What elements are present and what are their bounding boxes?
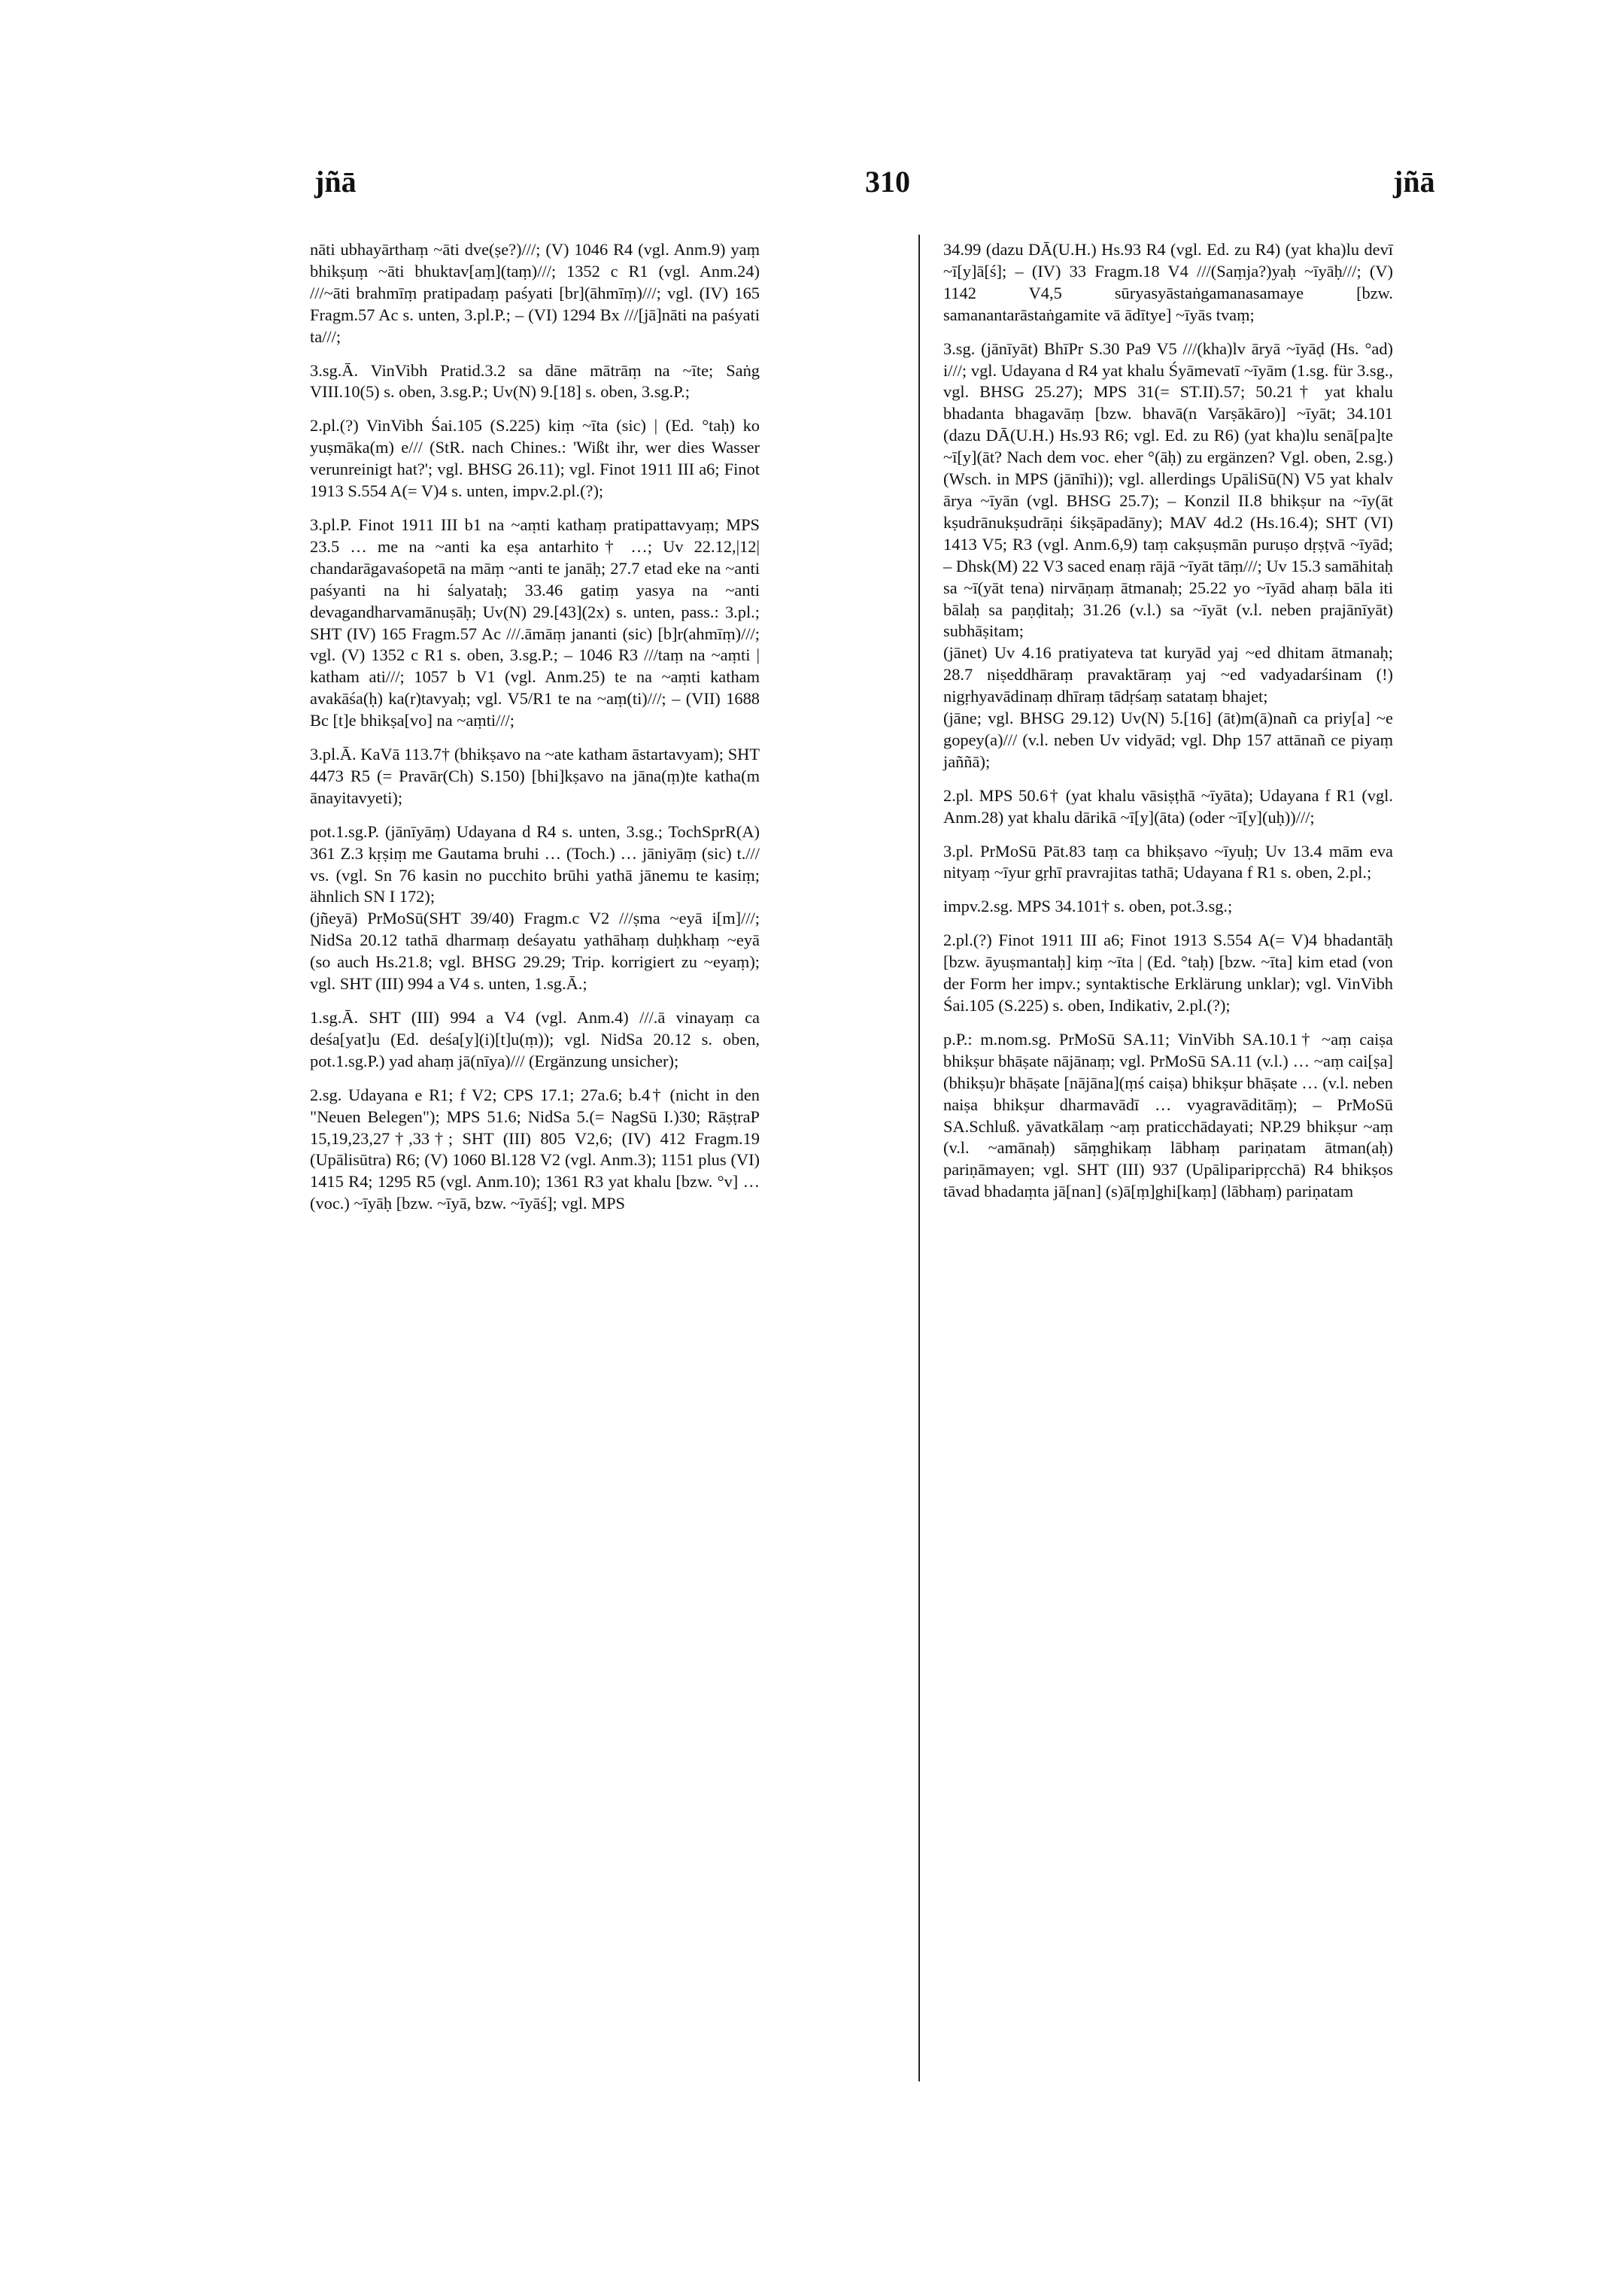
right-column <box>943 239 1393 1203</box>
entry-paragraph: (jānet) Uv 4.16 pratiyateva tat kuryād yaj ~ed dhitam ātmanaḥ; 28.7 niṣeddhāraṃ pravaktāraṃ yaj ~ed vadyadarśinam (!) nigṛhyavādinaṃ dhīraṃ tādṛśaṃ satataṃ bhajet; <box>943 643 1393 706</box>
entry-paragraph: impv.2.sg. MPS 34.101† s. oben, pot.3.sg.; <box>943 897 1233 916</box>
entry-paragraph: 2.pl.(?) VinVibh Śai.105 (S.225) kiṃ ~īta (sic) | (Ed. °taḥ) ko yuṣmāka(m) e/// (StR. nach Chines.: 'Wißt ihr, wer dies Wasser verunreinigt hat?'; vgl. BHSG 26.11); vgl. Finot 1911 III a6; Finot 1913 S.554 A(= V)4 s. unten, impv.2.pl.(?); <box>310 416 760 501</box>
entry-paragraph: 3.pl.P. Finot 1911 III b1 na ~aṃti kathaṃ pratipattavyaṃ; MPS 23.5 … me na ~anti ka eṣa antarhito† …; Uv 22.12,|12| chandarāgavaśopetā na māṃ ~anti te janāḥ; 27.7 etad eke na ~anti paśyanti na hi śalyataḥ; 33.46 gatiṃ yasya na ~anti devagandharvamānuṣāḥ; Uv(N) 29.[43](2x) s. unten, pass.: 3.pl.; SHT (IV) 165 Fragm.57 Ac ///.āmāṃ jananti (sic) [b]r(ahmīṃ)///; vgl. (V) 1352 c R1 s. oben, 3.sg.P.; – 1046 R3 ///taṃ na ~aṃti | katham ati///; 1057 b V1 (vgl. Anm.25) te na ~aṃti katham avakāśa(ḥ) ka(r)tavyaḥ; vgl. V5/R1 te na ~aṃ(ti)///; – (VII) 1688 Bc [t]e bhikṣa[vo] na ~aṃti///; <box>310 515 760 730</box>
entry-paragraph: 1.sg.Ā. SHT (III) 994 a V4 (vgl. Anm.4) ///.ā vinayaṃ ca deśa[yat]u (Ed. deśa[y](i)[t]u(ṃ)); vgl. NidSa 20.12 s. oben, pot.1.sg.P.) yad ahaṃ jā(nīya)/// (Ergänzung unsicher); <box>310 1008 760 1070</box>
entry-paragraph: 3.sg.Ā. VinVibh Pratid.3.2 sa dāne mātrāṃ na ~īte; Saṅg VIII.10(5) s. oben, 3.sg.P.; Uv(N) 9.[18] s. oben, 3.sg.P.; <box>310 360 760 402</box>
left-column <box>310 239 760 1215</box>
entry-paragraph: p.P.: m.nom.sg. PrMoSū SA.11; VinVibh SA.10.1† ~aṃ caiṣa bhikṣur bhāṣate nājānaṃ; vgl. PrMoSū SA.11 (v.l.) … ~aṃ cai[ṣa] (bhikṣu)r bhāṣate [nājāna](ṃś caiṣa) bhikṣur bhāṣate … (v.l. neben naiṣa bhikṣur dharmavādī … vyagravāditāṃ); – PrMoSū SA.Schluß. yāvatkālaṃ ~aṃ praticchādayati; NP.29 bhikṣur ~aṃ (v.l. ~amānaḥ) sāṃghikaṃ lābhaṃ pariṇatam ātman(aḥ) pariṇāmayen; vgl. SHT (III) 937 (Upāliparipṛcchā) R4 bhikṣos tāvad bhadaṃta jā[nan] (s)ā[ṃ]ghi[kaṃ] (lābhaṃ) pariṇatam <box>943 1029 1393 1201</box>
page-number: 310 <box>865 165 910 199</box>
column-divider <box>918 235 920 2081</box>
entry-paragraph: pot.1.sg.P. (jānīyāṃ) Udayana d R4 s. unten, 3.sg.; TochSprR(A) 361 Z.3 kṛṣiṃ me Gautama bruhi … (Toch.) … jāniyāṃ (sic) t./// vs. (vgl. Sn 76 kasin no pucchito brūhi yathā jānemu te kasiṃ; ähnlich SN I 172); <box>310 821 760 906</box>
entry-paragraph: 3.pl.Ā. KaVā 113.7† (bhikṣavo na ~ate katham āstartavyam); SHT 4473 R5 (= Pravār(Ch) S.150) [bhi]kṣavo na jāna(ṃ)te katha(m ānayitavyeti); <box>310 745 760 807</box>
header-left-word: jñā <box>314 165 357 199</box>
entry-paragraph: nāti ubhayārthaṃ ~āti dve(ṣe?)///; (V) 1046 R4 (vgl. Anm.9) yaṃ bhikṣuṃ ~āti bhuktav[aṃ](taṃ)///; 1352 c R1 (vgl. Anm.24) ///~āti brahmīṃ pratipadaṃ paśyati [br](āhmīṃ)///; vgl. (IV) 165 Fragm.57 Ac s. unten, 3.pl.P.; – (VI) 1294 Bx ///[jā]nāti na paśyati ta///; <box>310 240 760 346</box>
entry-paragraph: 2.pl.(?) Finot 1911 III a6; Finot 1913 S.554 A(= V)4 bhadantāḥ [bzw. āyuṣmantaḥ] kiṃ ~īta | (Ed. °taḥ) [bzw. ~īta] kim etad (von der Form her impv.; syntaktische Erklärung unklar); vgl. VinVibh Śai.105 (S.225) s. oben, Indikativ, 2.pl.(?); <box>943 931 1393 1015</box>
entry-paragraph: 2.sg. Udayana e R1; f V2; CPS 17.1; 27a.6; b.4† (nicht in den "Neuen Belegen"); MPS 51.6; NidSa 5.(= NagSū I.)30; RāṣṭraP 15,19,23,27†,33†; SHT (III) 805 V2,6; (IV) 412 Fragm.19 (Upālisūtra) R6; (V) 1060 Bl.128 V2 (vgl. Anm.3); 1151 plus (VI) 1415 R4; 1295 R5 (vgl. Anm.10); 1361 R3 yat khalu [bzw. °v] … (voc.) ~īyāḥ [bzw. ~īyā, bzw. ~īyāś]; vgl. MPS <box>310 1085 760 1213</box>
entry-paragraph: (jāne; vgl. BHSG 29.12) Uv(N) 5.[16] (āt)m(ā)nañ ca priy[a] ~e gopey(a)/// (v.l. neben Uv vidyād; vgl. Dhp 157 attānañ ce piyaṃ jaññā); <box>943 709 1393 771</box>
entry-paragraph: 34.99 (dazu DĀ(U.H.) Hs.93 R4 (vgl. Ed. zu R4) (yat kha)lu devī ~ī[y]ā[ś]; – (IV) 33 Fragm.18 V4 ///(Saṃja?)yaḥ ~īyāḥ///; (V) 1142 V4,5 sūryasyāstaṅgamanasamaye [bzw. samanantarāstaṅgamite vā ādītye] ~īyās tvaṃ; <box>943 240 1393 324</box>
entry-paragraph: 3.sg. (jānīyāt) BhīPr S.30 Pa9 V5 ///(kha)lv āryā ~īyāḍ (Hs. °ad) i///; vgl. Udayana d R4 yat khalu Śyāmevatī ~īyām (1.sg. für 3.sg., vgl. BHSG 25.27); MPS 31(= ST.II).57; 50.21† yat khalu bhadanta bhagavāṃ [bzw. bhavā(n Varṣākāro)] ~īyāt; 34.101 (dazu DĀ(U.H.) Hs.93 R6; vgl. Ed. zu R6) (yat kha)lu senā[pa]te ~ī[y](āt? Nach dem voc. eher °(āḥ) zu ergänzen? Vgl. oben, 2.sg.) (Wsch. in MPS (jānīhi)); vgl. allerdings UpāliSū(N) V5 yat khalv ārya ~īyān (vgl. BHSG 25.7); – Konzil II.8 bhikṣur na ~īy(āt kṣudrānukṣudrāṇi śikṣāpadāny); MAV 4d.2 (Hs.16.4); SHT (VI) 1413 V5; R3 (vgl. Anm.6,9) taṃ cakṣuṣmān puruṣo dṛṣṭvā ~īyād; – Dhsk(M) 22 V3 saced enaṃ rājā ~īyāt tāṃ///; Uv 15.3 samāhitaḥ sa ~ī(yāt tena) nirvāṇaṃ ātmanaḥ; 25.22 yo ~īyād ahaṃ bāla iti bālaḥ sa paṇḍitaḥ; 31.26 (v.l.) sa ~īyāt (v.l. neben prajānīyāt) subhāṣitam; <box>943 339 1393 641</box>
entry-paragraph: 3.pl. PrMoSū Pāt.83 taṃ ca bhikṣavo ~īyuḥ; Uv 13.4 mām eva nityaṃ ~īyur gṛhī pravrajitas tathā; Udayana f R1 s. oben, 2.pl.; <box>943 841 1393 882</box>
entry-paragraph: (jñeyā) PrMoSū(SHT 39/40) Fragm.c V2 ///ṣma ~eyā i[m]///; NidSa 20.12 tathā dharmaṃ deśayatu yathāhaṃ duḥkhaṃ ~eyā (so auch Hs.21.8; vgl. BHSG 29.29; Trip. korrigiert zu ~eyaṃ); vgl. SHT (III) 994 a V4 s. unten, 1.sg.Ā.; <box>310 909 760 994</box>
entry-paragraph: 2.pl. MPS 50.6† (yat khalu vāsiṣṭhā ~īyāta); Udayana f R1 (vgl. Anm.28) yat khalu dārikā ~ī[y](āta) (oder ~ī[y](uḥ))///; <box>943 785 1393 827</box>
header-right-word: jñā <box>1393 165 1435 199</box>
